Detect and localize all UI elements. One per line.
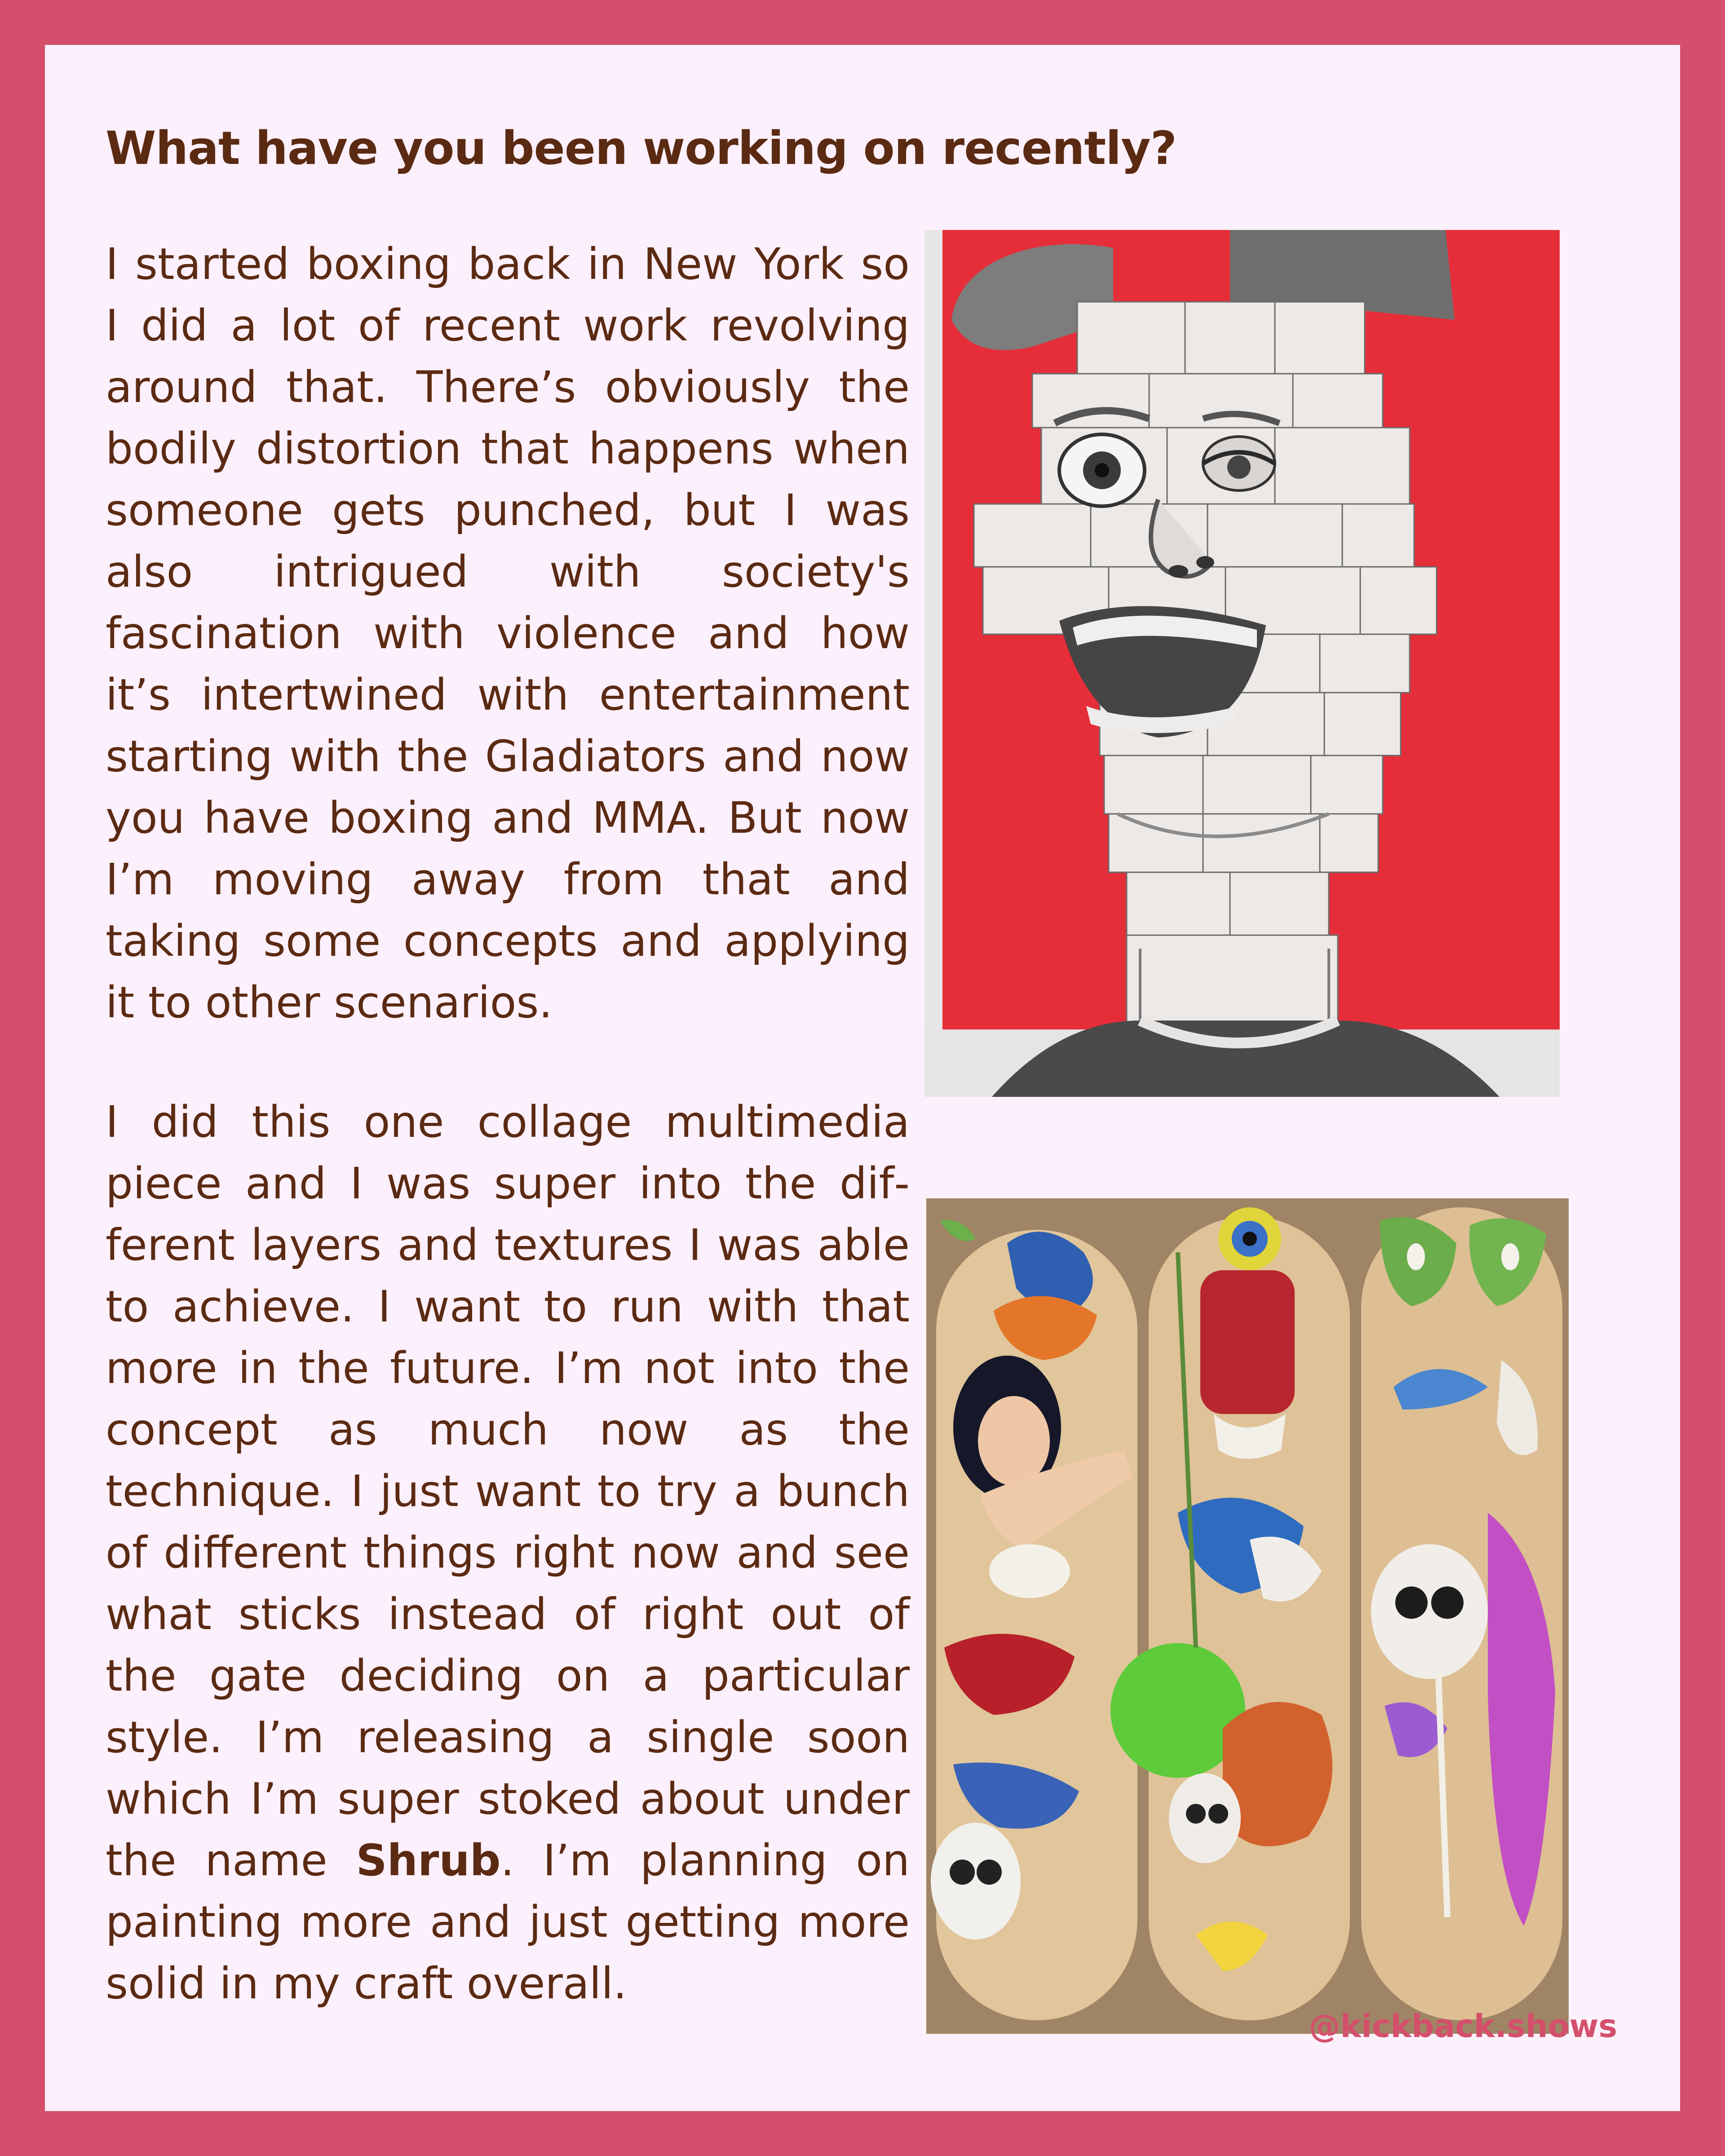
page-title: What have you been working on recently? <box>106 122 1177 175</box>
article-page <box>45 45 1680 2111</box>
social-handle: @kickback.shows <box>1309 2008 1617 2045</box>
distorted-face-drawing-image <box>924 230 1560 1097</box>
skateboard-decks-illustration <box>926 1198 1569 2034</box>
paragraph-collage-text: I did this one collage multimedia piece and I was super into the different layers and textures I was able to achieve. I want to run with that more in the future. I’m not into the concept as much now as the technique. I just want to try a bunch of different things right now and see what sticks instead of right out of the gate deciding on a particular style. I’m releasing a single soon which I’m super stoked about under the name <box>106 1097 910 1886</box>
artist-name: Shrub <box>356 1835 501 1886</box>
face-drawing-illustration <box>924 230 1560 1097</box>
paragraph-collage <box>106 1091 910 2015</box>
skateboard-decks-image <box>926 1198 1569 2034</box>
paragraph-collage-end: . I’m planning on painting more and just getting more solid in my craft overall. <box>106 1835 910 2009</box>
paragraph-boxing: I started boxing back in New York so I did a lot of recent work revolving around that. There’s obviously the bodily distortion that happens when someone gets punched, but I was also intrigued with society's fascination with violence and how it’s intertwined with entertainment starting with the Gladiators and now you have boxing and MMA. But now I’m moving away from that and taking some concepts and applying it to other scenarios. <box>106 239 910 1028</box>
